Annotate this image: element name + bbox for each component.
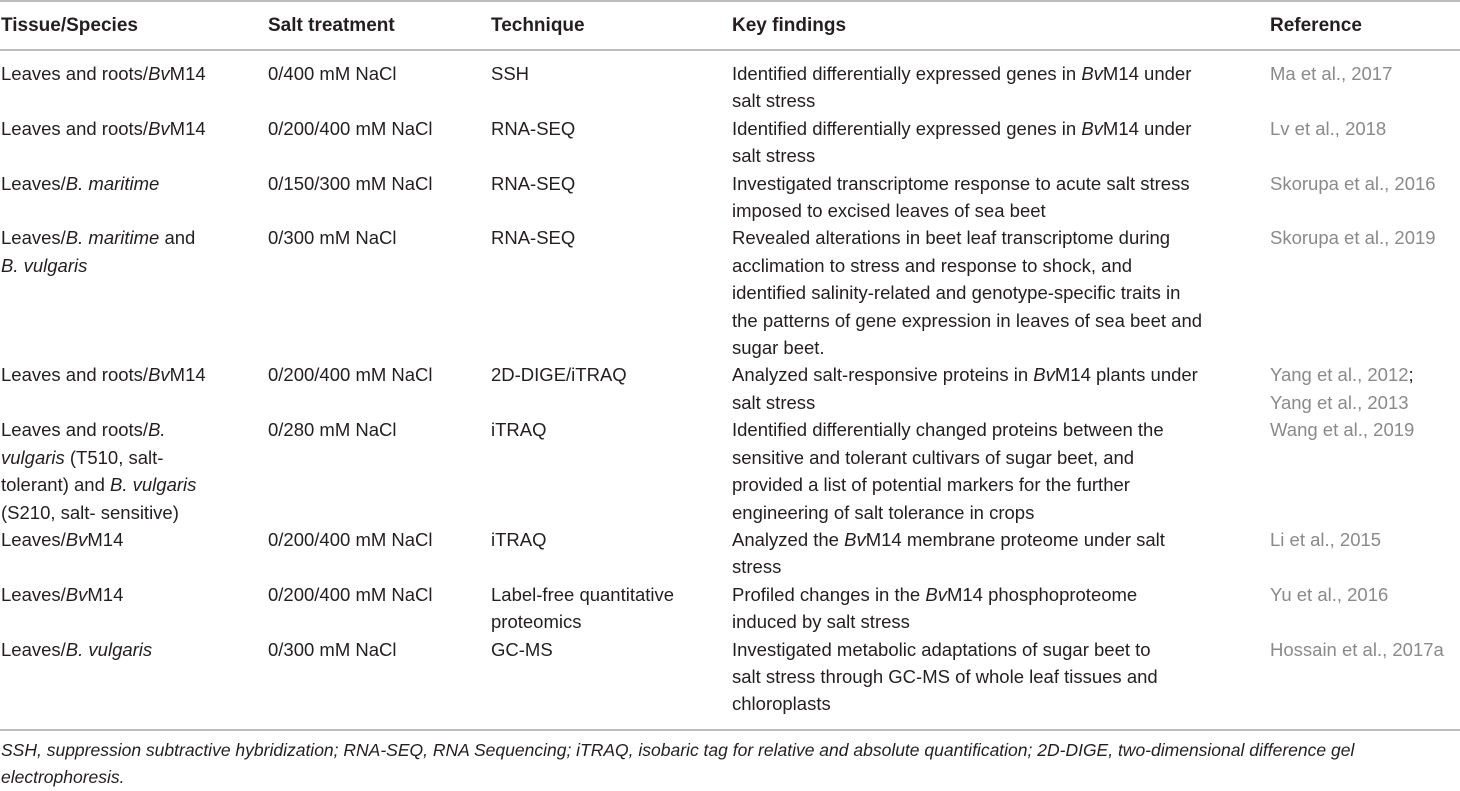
technique-cell: 2D-DIGE/iTRAQ bbox=[491, 364, 627, 386]
key-findings-cell: Analyzed salt-responsive proteins in BvM14 plants under salt stress bbox=[732, 364, 1198, 413]
tissue-species-cell: Leaves/B. maritime and B. vulgaris bbox=[1, 227, 196, 276]
table-row bbox=[0, 581, 1460, 636]
reference-cell: Ma et al., 2017 bbox=[1270, 63, 1393, 84]
table-row bbox=[0, 361, 1460, 416]
reference-cell: Wang et al., 2019 bbox=[1270, 419, 1415, 441]
header-tissue-species: Tissue/Species bbox=[1, 14, 138, 36]
table-row bbox=[0, 526, 1460, 581]
technique-cell: iTRAQ bbox=[491, 528, 547, 550]
key-findings-cell: Investigated transcriptome response to acute salt stress imposed to excised leaves of sea beet bbox=[732, 172, 1190, 222]
reference-cell: Li et al., 2015 bbox=[1270, 528, 1382, 550]
salt-treatment-cell: 0/280 mM NaCl bbox=[268, 419, 397, 441]
technique-cell: RNA-SEQ bbox=[491, 172, 576, 194]
key-findings-cell: Identified differentially expressed genes in BvM14 under salt stress bbox=[732, 117, 1192, 167]
tissue-species-cell: Leaves and roots/BvM14 bbox=[1, 63, 206, 84]
technique-cell: iTRAQ bbox=[491, 419, 547, 441]
table-row bbox=[0, 636, 1460, 718]
reference-cell: Lv et al., 2018 bbox=[1270, 117, 1387, 139]
header-row bbox=[0, 0, 1460, 51]
technique-cell: RNA-SEQ bbox=[491, 227, 576, 249]
salt-treatment-cell: 0/300 mM NaCl bbox=[268, 638, 397, 660]
technique-cell: GC-MS bbox=[491, 638, 553, 660]
table-bottom-rule bbox=[0, 729, 1460, 731]
reference-cell: Yu et al., 2016 bbox=[1270, 583, 1389, 605]
key-findings-cell: Identified differentially changed proteins between the sensitive and tolerant cultivars of sugar beet, and provided a list of potential markers for the further engineering of salt tolerance in crops bbox=[732, 419, 1164, 523]
table-row bbox=[0, 224, 1460, 361]
technique-cell: Label-free quantitative proteomics bbox=[491, 583, 675, 633]
tissue-species-cell: Leaves and roots/BvM14 bbox=[1, 117, 206, 139]
salt-treatment-cell: 0/400 mM NaCl bbox=[268, 63, 397, 84]
header-reference: Reference bbox=[1270, 14, 1362, 36]
salt-treatment-cell: 0/300 mM NaCl bbox=[268, 227, 397, 249]
tissue-species-cell: Leaves/B. maritime bbox=[1, 172, 160, 194]
reference-cell: Hossain et al., 2017a bbox=[1270, 638, 1444, 660]
tissue-species-cell: Leaves and roots/BvM14 bbox=[1, 364, 206, 386]
reference-cell: Skorupa et al., 2016 bbox=[1270, 172, 1436, 194]
tissue-species-cell: Leaves and roots/B. vulgaris (T510, salt- tolerant) and B. vulgaris (S210, salt- sensitive) bbox=[1, 419, 197, 523]
table-row bbox=[0, 115, 1460, 170]
salt-treatment-cell: 0/200/400 mM NaCl bbox=[268, 364, 433, 386]
technique-cell: RNA-SEQ bbox=[491, 117, 576, 139]
reference-cell: Skorupa et al., 2019 bbox=[1270, 227, 1436, 249]
key-findings-cell: Analyzed the BvM14 membrane proteome under salt stress bbox=[732, 528, 1165, 578]
key-findings-cell: Revealed alterations in beet leaf transcriptome during acclimation to stress and response to shock, and identified salinity-related and genotype-specific traits in the patterns of gene expression in leaves of sea beet and sugar beet. bbox=[732, 227, 1203, 359]
technique-cell: SSH bbox=[491, 63, 530, 84]
header-key-findings: Key findings bbox=[732, 14, 847, 36]
header-salt-treatment: Salt treatment bbox=[268, 14, 395, 36]
key-findings-cell: Profiled changes in the BvM14 phosphoproteome induced by salt stress bbox=[732, 583, 1138, 633]
tissue-species-cell: Leaves/B. vulgaris bbox=[1, 638, 153, 660]
reference-cell: Yang et al., 2012; Yang et al., 2013 bbox=[1270, 364, 1414, 413]
table-row bbox=[0, 51, 1460, 115]
table-row bbox=[0, 170, 1460, 225]
key-findings-cell: Investigated metabolic adaptations of sugar beet to salt stress through GC-MS of whole leaf tissues and chloroplasts bbox=[732, 638, 1158, 715]
tissue-species-cell: Leaves/BvM14 bbox=[1, 583, 124, 605]
salt-treatment-cell: 0/200/400 mM NaCl bbox=[268, 583, 433, 605]
table-footnote: SSH, suppression subtractive hybridization; RNA-SEQ, RNA Sequencing; iTRAQ, isobaric tag for relative and absolute quantification; 2D-DIGE, two-dimensional difference gel electrophoresis. bbox=[1, 740, 1355, 787]
header-technique: Technique bbox=[491, 14, 585, 36]
table-row bbox=[0, 416, 1460, 526]
salt-treatment-cell: 0/200/400 mM NaCl bbox=[268, 528, 433, 550]
salt-treatment-cell: 0/150/300 mM NaCl bbox=[268, 172, 433, 194]
salt-treatment-cell: 0/200/400 mM NaCl bbox=[268, 117, 433, 139]
tissue-species-cell: Leaves/BvM14 bbox=[1, 528, 124, 550]
key-findings-cell: Identified differentially expressed genes in BvM14 under salt stress bbox=[732, 63, 1192, 112]
